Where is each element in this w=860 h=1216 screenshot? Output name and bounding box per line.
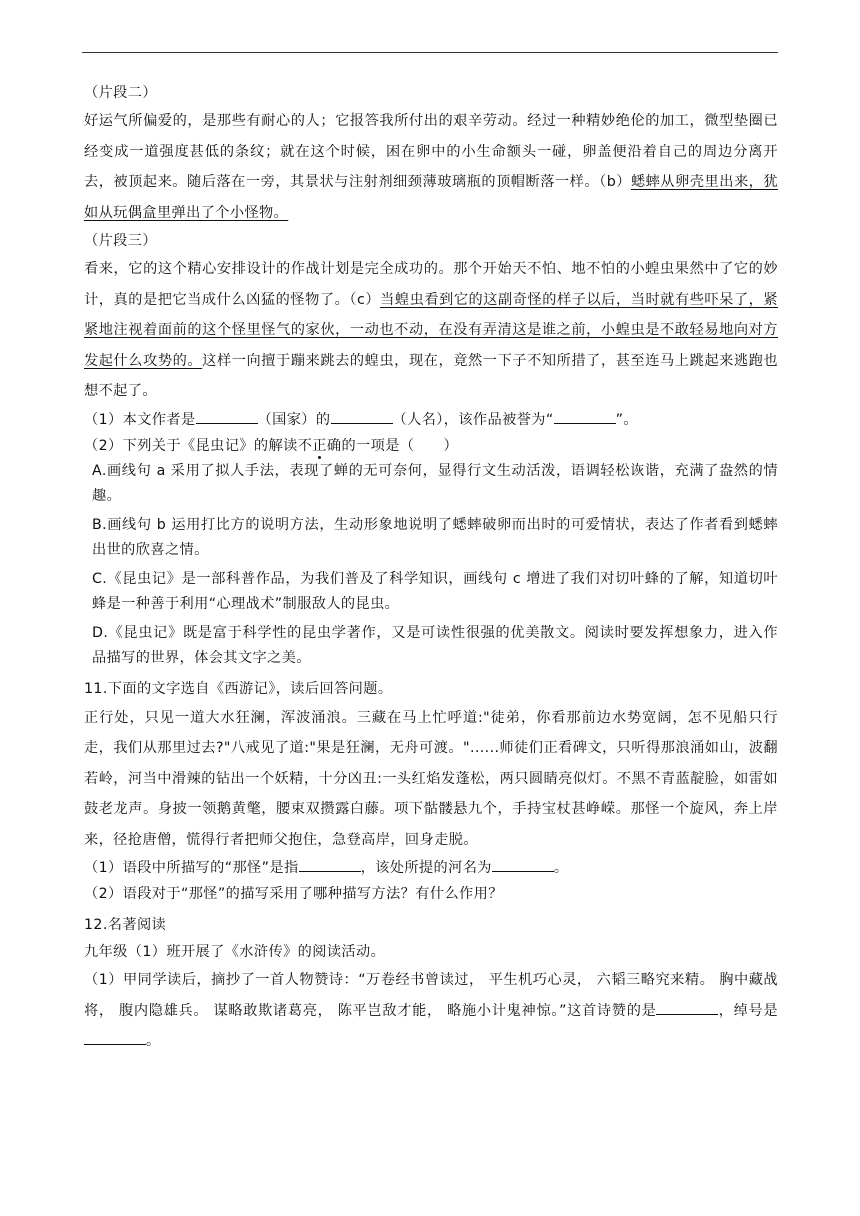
fragment-3-text: 看来，它的这个精心安排设计的作战计划是完全成功的。那个开始天不怕、地不怕的小蝗虫果然中了它的妙计，真的是把它当成什么凶猛的怪物了。（c）当蝗虫看到它的这副奇怪的样子以后，当时就有些吓呆了，紧紧地注视着面前的这个怪里怪气的家伙，一动也不动，在没有弄清这是谁之前，小蝗虫是不敢轻易地向对方发起什么攻势的。这样一向擅于蹦来跳去的蝗虫，现在，竟然一下子不知所措了，甚至连马上跳起来逃跑也想不起了。 [84, 261, 779, 399]
q11-passage: 正行处，只见一道大水狂澜，浑波涌浪。三藏在马上忙呼道:"徒弟，你看那前边水势宽阔，怎不见船只行走，我们从那里过去?"八戒见了道:"果是狂澜，无舟可渡。"......师徒们正看碑文，只听得那浪涌如山，波翻若岭，河当中滑辣的钻出一个妖精，十分凶丑:一头红焰发蓬松，两只圆睛亮似灯。不黑不青蓝靛脸，如雷如鼓老龙声。身披一领鹅黄氅，腰束双攒露白藤。项下骷髅悬九个，手持宝杖甚峥嵘。那怪一个旋风，奔上岸来，径抢唐僧，慌得行者把师父抱住，急登高岸，回身走脱。 [84, 709, 778, 848]
answer-blank[interactable] [554, 409, 616, 424]
underlined-sentence-c: 当蝗虫看到它的这副奇怪的样子以后，当时就有些吓呆了，紧紧地注视着面前的这个怪里怪气的家伙，一动也不动，在没有弄清这是谁之前，小蝗虫是不敢轻易地向对方发起什么攻势的。 [84, 291, 778, 369]
q10-option-d: D.《昆虫记》既是富于科学性的昆虫学著作，又是可读性很强的优美散文。阅读时要发挥想象力，进入作品描写的世界，体会其文字之美。 [92, 624, 778, 666]
fragment-2-text: 好运气所偏爱的，是那些有耐心的人；它报答我所付出的艰辛劳动。经过一种精妙绝伦的加工，微型垫圈已经变成一道强度甚低的条纹；就在这个时候，困在卵中的小生命额头一碰，卵盖便沿着自己的周边分离开去，被顶起来。随后落在一旁，其景状与注射剂细颈薄玻璃瓶的顶帽断落一样。（b）蟋蟀从卵壳里出来，犹如从玩偶盒里弹出了个小怪物。 [84, 113, 778, 221]
answer-blank[interactable] [656, 1000, 718, 1015]
q12-title: 12.名著阅读 [84, 917, 167, 933]
fragment-3-label: （片段三） [84, 233, 157, 249]
answer-blank[interactable] [492, 857, 554, 872]
fragment-2-label: （片段二） [84, 85, 157, 101]
q12-sub1: （1）甲同学读后，摘抄了一首人物赞诗：“万卷经书曾读过， 平生机巧心灵， 六韬三略究来精。 胸中藏战将， 腹内隐雄兵。 谋略敢欺诸葛亮， 陈平岂敌才能， 略施小计鬼神惊。”这首诗赞的是 ，绰号是。 [84, 972, 779, 1049]
answer-blank[interactable] [299, 857, 361, 872]
q11-sub1: （1）语段中所描写的“那怪”是指 ，该处所提的河名为 。 [84, 855, 778, 881]
answer-blank[interactable] [331, 409, 393, 424]
answer-blank[interactable] [84, 1030, 146, 1045]
q11-sub2: （2）语段对于“那怪”的描写采用了哪种描写方法？有什么作用？ [84, 886, 503, 902]
q11-title: 11.下面的文字选自《西游记》，读后回答问题。 [84, 680, 393, 697]
q10-sub2: （2）下列关于《昆虫记》的解读不正确的一项是（ ） [84, 437, 459, 454]
q12-intro: 九年级（1）班开展了《水浒传》的阅读活动。 [84, 944, 386, 960]
document-content [84, 80, 778, 1057]
q10-option-c: C.《昆虫记》是一部科普作品，为我们普及了科学知识，画线句 c 增进了我们对切叶蜂的了解，知道切叶蜂是一种善于利用“心理战术”制服敌人的昆虫。 [92, 570, 778, 612]
q10-option-b: B.画线句 b 运用打比方的说明方法，生动形象地说明了蟋蟀破卵而出时的可爱情状，表达了作者看到蟋蟀出世的欣喜之情。 [92, 516, 778, 558]
header-rule [82, 52, 778, 53]
q10-option-a: A.画线句 a 采用了拟人手法，表现了蝉的无可奈何，显得行文生动活泼，语调轻松诙谐，充满了盎然的情趣。 [92, 462, 778, 504]
answer-blank[interactable] [196, 409, 258, 424]
q10-sub1: （1）本文作者是 （国家）的 （人名），该作品被誉为“ ”。 [84, 407, 778, 433]
emphasis-dot-char: 正 [312, 437, 327, 454]
underlined-sentence-b: 蟋蟀从卵壳里出来，犹如从玩偶盒里弹出了个小怪物。 [84, 174, 778, 221]
